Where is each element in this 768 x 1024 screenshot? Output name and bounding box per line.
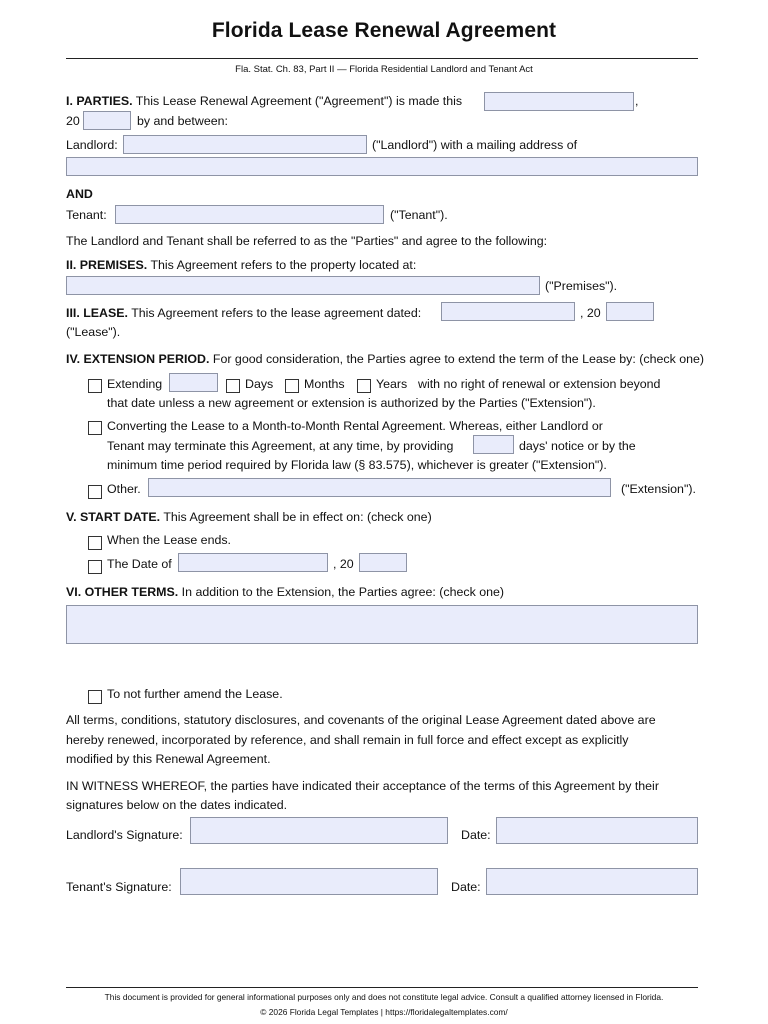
extension-text: For good consideration, the Parties agree to extend the term of the Lease by: (check one): [212, 352, 705, 366]
extension-amount-field[interactable]: [169, 373, 218, 392]
date-of-checkbox[interactable]: [88, 560, 102, 574]
start-year-sep: , 20: [333, 557, 354, 571]
extending-checkbox[interactable]: [88, 379, 102, 393]
header-rule: [66, 58, 698, 59]
lease-suffix: ("Lease").: [66, 325, 121, 339]
start-line: [66, 510, 432, 525]
tenant-signature-label: Tenant's Signature:: [66, 880, 172, 894]
landlord-label: Landlord:: [66, 138, 118, 152]
by-and-between: by and between:: [137, 114, 228, 128]
landlord-suffix: ("Landlord") with a mailing address of: [372, 138, 578, 152]
other-terms-field[interactable]: [66, 605, 698, 644]
other-extension-checkbox[interactable]: [88, 485, 102, 499]
lease-year-field[interactable]: [606, 302, 654, 321]
extension-line: [66, 352, 704, 367]
month-to-month-line-3: minimum time period required by Florida law (§ 83.575), whichever is greater ("Extension").: [107, 458, 607, 472]
months-label: Months: [304, 377, 345, 391]
tenant-label: Tenant:: [66, 208, 107, 222]
tenant-date-field[interactable]: [486, 868, 698, 895]
parties-line-1: [66, 94, 462, 109]
no-amend-label: To not further amend the Lease.: [107, 687, 283, 701]
agreement-year-field[interactable]: [83, 111, 131, 130]
document-subtitle: Fla. Stat. Ch. 83, Part II — Florida Residential Landlord and Tenant Act: [235, 64, 533, 75]
lease-ends-checkbox[interactable]: [88, 536, 102, 550]
month-to-month-line-2b: days' notice or by the: [519, 439, 636, 453]
tenant-suffix: ("Tenant").: [390, 208, 448, 222]
comma: ,: [635, 94, 639, 108]
other-label: Other.: [107, 482, 141, 496]
tenant-signature-field[interactable]: [180, 868, 438, 895]
and-label: AND: [66, 187, 93, 201]
extension-heading: IV. EXTENSION PERIOD.: [66, 352, 210, 366]
footer-copyright: © 2026 Florida Legal Templates | https://floridalegaltemplates.com/: [260, 1007, 508, 1017]
start-date-field[interactable]: [178, 553, 328, 572]
lease-year-sep: , 20: [580, 306, 601, 320]
document-title: Florida Lease Renewal Agreement: [211, 19, 557, 42]
no-amend-checkbox[interactable]: [88, 690, 102, 704]
lease-date-field[interactable]: [441, 302, 575, 321]
agreement-day-field[interactable]: [484, 92, 634, 111]
lease-line: [66, 306, 421, 321]
other-suffix: ("Extension").: [621, 482, 696, 496]
landlord-date-label: Date:: [461, 828, 491, 842]
days-label: Days: [245, 377, 274, 391]
parties-heading: I. PARTIES.: [66, 94, 133, 108]
footer-rule: [66, 987, 698, 988]
premises-suffix: ("Premises").: [545, 279, 618, 293]
closing-para-1-line-2: hereby renewed, incorporated by reference, and shall remain in full force and effect except as explicitly: [66, 733, 629, 747]
tenant-date-label: Date:: [451, 880, 481, 894]
premises-line: [66, 258, 416, 273]
closing-para-1-line-1: All terms, conditions, statutory disclosures, and covenants of the original Lease Agreement dated above are: [66, 713, 656, 727]
closing-para-2-line-2: signatures below on the dates indicated.: [66, 798, 288, 812]
footer-disclaimer: This document is provided for general informational purposes only and does not constitute legal advice. Consult a qualified attorney licensed in Florida.: [104, 992, 664, 1002]
years-checkbox[interactable]: [357, 379, 371, 393]
landlord-address-field[interactable]: [66, 157, 698, 176]
lease-heading: III. LEASE.: [66, 306, 128, 320]
landlord-name-field[interactable]: [123, 135, 367, 154]
month-to-month-checkbox[interactable]: [88, 421, 102, 435]
landlord-date-field[interactable]: [496, 817, 698, 844]
parties-intro: This Lease Renewal Agreement ("Agreement") is made this: [135, 94, 463, 108]
parties-referred: The Landlord and Tenant shall be referred to as the "Parties" and agree to the following:: [66, 234, 548, 248]
days-checkbox[interactable]: [226, 379, 240, 393]
premises-text: This Agreement refers to the property located at:: [150, 258, 417, 272]
date-of-label: The Date of: [107, 557, 172, 571]
other-terms-heading: VI. OTHER TERMS.: [66, 585, 179, 599]
extending-label: Extending: [107, 377, 163, 391]
closing-para-1-line-3: modified by this Renewal Agreement.: [66, 752, 271, 766]
premises-address-field[interactable]: [66, 276, 540, 295]
landlord-signature-field[interactable]: [190, 817, 448, 844]
month-to-month-line-2a: Tenant may terminate this Agreement, at any time, by providing: [107, 439, 454, 453]
months-checkbox[interactable]: [285, 379, 299, 393]
tenant-name-field[interactable]: [115, 205, 384, 224]
landlord-signature-label: Landlord's Signature:: [66, 828, 183, 842]
extending-line-2: that date unless a new agreement or extension is authorized by the Parties ("Extension").: [107, 396, 596, 410]
years-label: Years: [376, 377, 408, 391]
start-year-field[interactable]: [359, 553, 407, 572]
start-text: This Agreement shall be in effect on: (check one): [163, 510, 432, 524]
start-heading: V. START DATE.: [66, 510, 161, 524]
year-prefix: 20: [66, 114, 80, 128]
month-to-month-line-1: Converting the Lease to a Month-to-Month Rental Agreement. Whereas, either Landlord or: [107, 419, 603, 433]
lease-text: This Agreement refers to the lease agreement dated:: [131, 306, 422, 320]
premises-heading: II. PREMISES.: [66, 258, 148, 272]
extending-rest: with no right of renewal or extension beyond: [418, 377, 661, 391]
other-terms-text: In addition to the Extension, the Parties agree: (check one): [181, 585, 505, 599]
other-extension-field[interactable]: [148, 478, 611, 497]
lease-ends-label: When the Lease ends.: [107, 533, 231, 547]
other-terms-line: [66, 585, 504, 600]
closing-para-2-line-1: IN WITNESS WHEREOF, the parties have indicated their acceptance of the terms of this Agreement by their: [66, 779, 659, 793]
notice-days-field[interactable]: [473, 435, 514, 454]
